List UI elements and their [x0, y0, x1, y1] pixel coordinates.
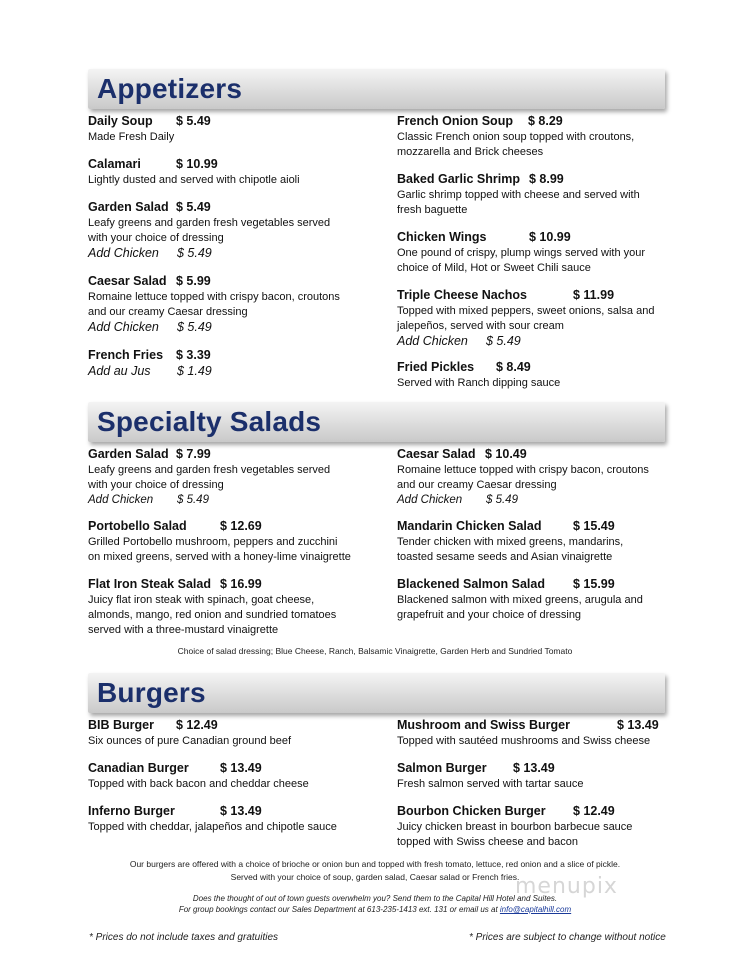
menu-item-price: $ 13.49	[220, 804, 262, 818]
menu-item-name: Caesar Salad	[397, 447, 476, 461]
menu-item-price: $ 12.49	[176, 718, 218, 732]
menu-item-description: Six ounces of pure Canadian ground beef	[88, 735, 292, 747]
menu-item	[88, 761, 388, 792]
menu-item-description: Topped with mixed peppers, sweet onions, salsa and	[397, 305, 655, 317]
menu-item-description: and our creamy Caesar dressing	[397, 479, 557, 491]
menu-item-description: choice of Mild, Hot or Sweet Chili sauce	[397, 262, 591, 274]
menu-item-description: Classic French onion soup topped with croutons,	[397, 131, 635, 143]
menu-item-description: topped with Swiss cheese and bacon	[397, 836, 579, 848]
menu-item-name: Garden Salad	[88, 200, 169, 214]
addon-name: Add Chicken	[88, 320, 159, 334]
menu-item-description: Tender chicken with mixed greens, mandarins,	[397, 536, 624, 548]
menu-item-price: $ 12.49	[573, 804, 615, 818]
menu-item	[88, 114, 388, 145]
menu-item-header	[88, 718, 388, 734]
menu-item	[397, 172, 697, 218]
burger-bun-note: Our burgers are offered with a choice of brioche or onion bun and topped with fresh tomato, lettuce, red onion and a slice of pickle.	[129, 859, 621, 869]
footer-taxes-note: * Prices do not include taxes and gratuities	[89, 932, 278, 943]
menu-item-header	[88, 577, 388, 593]
menu-item-price: $ 13.49	[617, 718, 659, 732]
menu-item-addon	[88, 246, 388, 263]
menu-item-description: with your choice of dressing	[88, 232, 224, 244]
menu-item-header	[88, 804, 388, 820]
footer-price-change-note: * Prices are subject to change without notice	[469, 932, 666, 943]
addon-name: Add au Jus	[88, 364, 151, 378]
menu-item-name: Canadian Burger	[88, 761, 189, 775]
menu-item-header	[397, 519, 697, 535]
menu-item	[397, 288, 697, 351]
menu-item-price: $ 13.49	[220, 761, 262, 775]
menu-item-name: Salmon Burger	[397, 761, 487, 775]
menu-item	[397, 519, 697, 565]
menu-item-price: $ 3.39	[176, 348, 211, 362]
menu-item-price: $ 8.29	[528, 114, 563, 128]
addon-name: Add Chicken	[397, 334, 468, 348]
menu-item-name: Daily Soup	[88, 114, 153, 128]
menu-item-description: Made Fresh Daily	[88, 131, 175, 143]
menu-item	[397, 718, 697, 749]
menu-item-description: toasted sesame seeds and Asian vinaigrette	[397, 551, 613, 563]
menu-item-description: on mixed greens, served with a honey-lime vinaigrette	[88, 551, 351, 563]
menu-item-header	[397, 288, 697, 304]
menu-item-description: Romaine lettuce topped with crispy bacon, croutons	[397, 464, 649, 476]
salads-banner	[88, 402, 665, 442]
menu-item-description: jalepeños, served with sour cream	[397, 320, 564, 332]
menu-item-header	[397, 804, 697, 820]
menu-item	[397, 114, 697, 160]
menu-item-name: French Fries	[88, 348, 164, 362]
menu-item	[397, 230, 697, 276]
menu-item	[88, 274, 388, 337]
menu-item	[88, 447, 388, 508]
addon-name: Add Chicken	[397, 494, 463, 506]
menu-item-name: Chicken Wings	[397, 230, 487, 244]
menu-item-description: fresh baguette	[397, 204, 468, 216]
menu-item-price: $ 5.49	[176, 114, 211, 128]
menu-item-price: $ 12.69	[220, 519, 262, 533]
menu-item-price: $ 16.99	[220, 577, 262, 591]
menu-item-name: Flat Iron Steak Salad	[88, 577, 211, 591]
menu-item-description: Romaine lettuce topped with crispy bacon, croutons	[88, 291, 340, 303]
menu-item-addon	[397, 334, 697, 351]
addon-price: $ 5.49	[177, 494, 209, 506]
menu-item-header	[88, 519, 388, 535]
menu-item-description: Garlic shrimp topped with cheese and served with	[397, 189, 640, 201]
menu-item-name: Blackened Salmon Salad	[397, 577, 545, 591]
menu-item-name: Triple Cheese Nachos	[397, 288, 527, 302]
menu-item-description: Topped with back bacon and cheddar cheese	[88, 778, 309, 790]
menu-item-description: served with a three-mustard vinaigrette	[88, 624, 279, 636]
hotel-promo-line: Does the thought of out of town guests overwhelm you? Send them to the Capital Hill Hotel and Suites.	[192, 894, 558, 903]
menu-item-header	[88, 114, 388, 130]
addon-price: $ 5.49	[177, 320, 212, 334]
menu-item-price: $ 15.99	[573, 577, 615, 591]
menu-item-header	[397, 718, 697, 734]
menu-item-description: One pound of crispy, plump wings served with your	[397, 247, 646, 259]
menu-item-price: $ 8.99	[529, 172, 564, 186]
menu-item	[88, 157, 388, 188]
menu-item-description: Served with Ranch dipping sauce	[397, 377, 561, 389]
salad-dressing-note: Choice of salad dressing; Blue Cheese, Ranch, Balsamic Vinaigrette, Garden Herb and Sundried Tomato	[177, 646, 573, 656]
menu-item	[88, 577, 388, 638]
menu-item	[397, 761, 697, 792]
menu-item-description: Leafy greens and garden fresh vegetables served	[88, 217, 331, 229]
addon-price: $ 5.49	[486, 494, 518, 506]
menu-item-header	[397, 360, 697, 376]
menu-item-description: almonds, mango, red onion and sundried tomatoes	[88, 609, 337, 621]
menu-item-description: Topped with cheddar, jalapeños and chipotle sauce	[88, 821, 337, 833]
menu-item-name: Inferno Burger	[88, 804, 175, 818]
addon-price: $ 1.49	[177, 364, 212, 378]
menu-item-description: Lightly dusted and served with chipotle aioli	[88, 174, 300, 186]
menu-item	[397, 804, 697, 850]
menu-item-name: French Onion Soup	[397, 114, 513, 128]
menu-item-price: $ 10.99	[529, 230, 571, 244]
menu-item-header	[88, 761, 388, 777]
menu-item-price: $ 13.49	[513, 761, 555, 775]
menu-item-name: Garden Salad	[88, 447, 169, 461]
menu-item-header	[397, 230, 697, 246]
menu-item-header	[397, 577, 697, 593]
menu-item-name: Baked Garlic Shrimp	[397, 172, 520, 186]
menu-item-price: $ 10.49	[485, 447, 527, 461]
menu-item-description: mozzarella and Brick cheeses	[397, 146, 544, 158]
email-link[interactable]: info@capitalhill.com	[499, 905, 572, 914]
menu-item-name: Fried Pickles	[397, 360, 475, 374]
menu-item-name: BIB Burger	[88, 718, 154, 732]
menu-item-description: Juicy chicken breast in bourbon barbecue sauce	[397, 821, 633, 833]
menu-item-description: Leafy greens and garden fresh vegetables served	[88, 464, 331, 476]
addon-price: $ 5.49	[486, 334, 521, 348]
menu-item-addon	[88, 493, 388, 508]
menu-item-price: $ 7.99	[176, 447, 211, 461]
menu-item-description: Juicy flat iron steak with spinach, goat cheese,	[88, 594, 315, 606]
salads-title: Specialty Salads	[97, 406, 322, 437]
menu-item-addon	[88, 364, 388, 381]
menu-item-name: Calamari	[88, 157, 141, 171]
menu-item-description: Blackened salmon with mixed greens, arugula and	[397, 594, 643, 606]
menu-item-name: Bourbon Chicken Burger	[397, 804, 546, 818]
menu-item-price: $ 11.99	[573, 288, 615, 302]
menu-item-name: Mushroom and Swiss Burger	[397, 718, 570, 732]
menu-item-header	[88, 447, 388, 463]
appetizers-banner	[88, 69, 665, 109]
menu-item	[397, 360, 697, 391]
menu-item	[397, 447, 697, 508]
addon-name: Add Chicken	[88, 246, 159, 260]
burgers-title: Burgers	[97, 677, 206, 708]
menu-item-description: Grilled Portobello mushroom, peppers and zucchini	[88, 536, 338, 548]
menu-item-header	[397, 447, 697, 463]
menu-item	[88, 804, 388, 835]
menu-item-name: Mandarin Chicken Salad	[397, 519, 542, 533]
menu-item	[88, 200, 388, 263]
menu-item-price: $ 15.49	[573, 519, 615, 533]
menu-item	[88, 348, 388, 381]
menu-item-header	[88, 157, 388, 173]
menu-item-description: Fresh salmon served with tartar sauce	[397, 778, 584, 790]
menu-item-addon	[88, 320, 388, 337]
menu-item-description: grapefruit and your choice of dressing	[397, 609, 582, 621]
menu-item-header	[88, 274, 388, 290]
appetizers-title: Appetizers	[97, 73, 243, 104]
menu-item-price: $ 5.99	[176, 274, 211, 288]
menupix-watermark: menupix	[515, 874, 618, 899]
menu-item-description: and our creamy Caesar dressing	[88, 306, 248, 318]
menu-item-description: Topped with sautéed mushrooms and Swiss cheese	[397, 735, 651, 747]
menu-item	[397, 577, 697, 623]
menu-item-header	[397, 114, 697, 130]
menu-item-name: Portobello Salad	[88, 519, 187, 533]
menu-item	[88, 519, 388, 565]
menu-item-price: $ 10.99	[176, 157, 218, 171]
menu-item-header	[397, 172, 697, 188]
addon-price: $ 5.49	[177, 246, 212, 260]
menu-item-price: $ 5.49	[176, 200, 211, 214]
group-booking-line	[0, 904, 750, 916]
burger-sides-note: Served with your choice of soup, garden salad, Caesar salad or French fries.	[230, 872, 520, 882]
menu-item-addon	[397, 493, 697, 508]
menu-item-price: $ 8.49	[496, 360, 531, 374]
menu-item-name: Caesar Salad	[88, 274, 167, 288]
menu-item-header	[88, 348, 388, 364]
addon-name: Add Chicken	[88, 494, 154, 506]
burgers-banner	[88, 673, 665, 713]
menu-item-description: with your choice of dressing	[88, 479, 224, 491]
group-booking-text: For group bookings contact our Sales Department at 613-235-1413 ext. 131 or email us at	[178, 905, 500, 914]
menu-item	[88, 718, 388, 749]
menu-item-header	[397, 761, 697, 777]
menu-item-header	[88, 200, 388, 216]
